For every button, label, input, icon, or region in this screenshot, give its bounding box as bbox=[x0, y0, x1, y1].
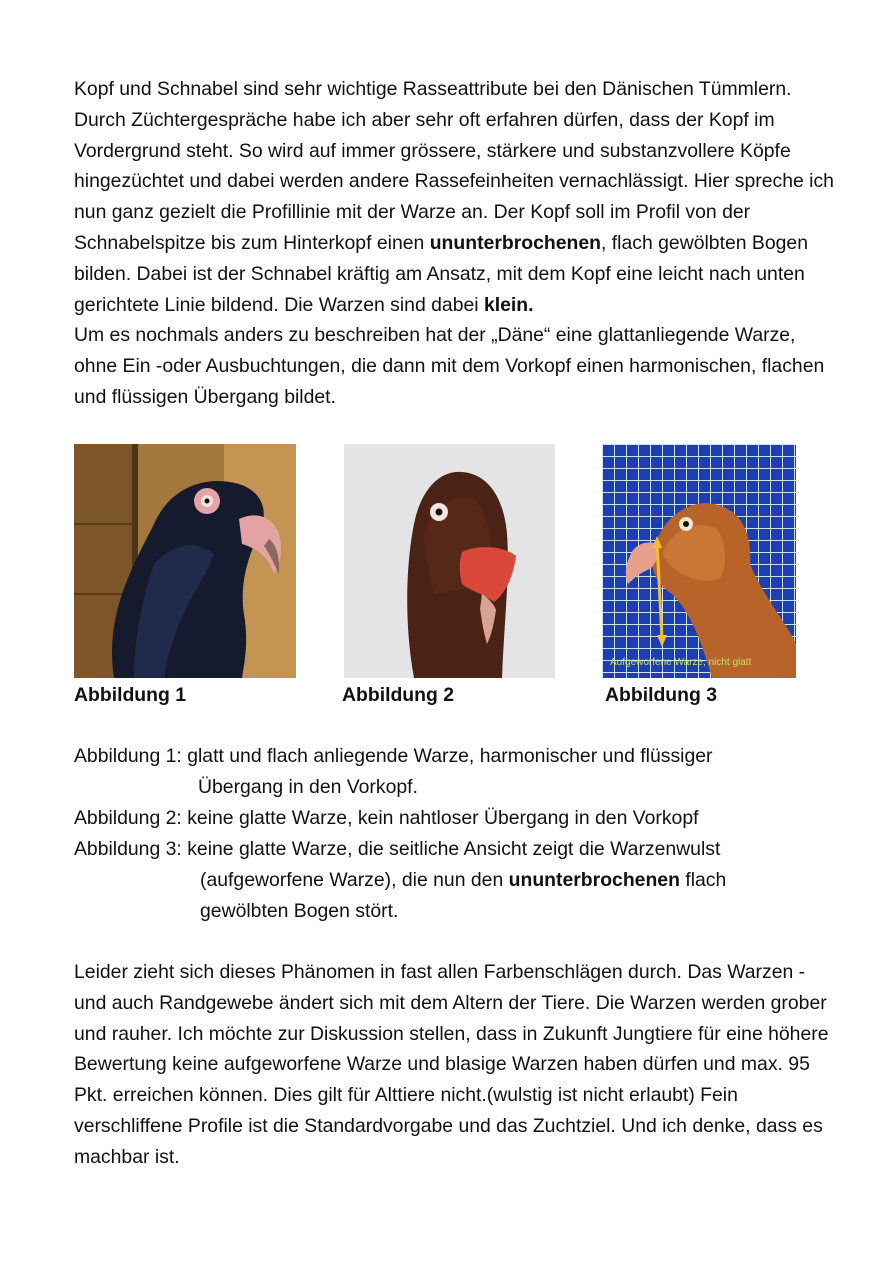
description-text-3d: gewölbten Bogen stört. bbox=[200, 900, 399, 922]
description-figure-1 bbox=[74, 741, 834, 803]
description-term-3: Abbildung 3: bbox=[74, 838, 182, 860]
description-term-1: Abbildung 1: bbox=[74, 745, 182, 767]
description-term-2: Abbildung 2: bbox=[74, 807, 182, 829]
description-text-3b: (aufgeworfene Warze), die nun den bbox=[200, 869, 509, 891]
intro-bold-2: klein. bbox=[483, 293, 534, 316]
description-text-2: keine glatte Warze, kein nahtloser Übergang in den Vorkopf bbox=[181, 807, 699, 829]
description-text-3c: flach bbox=[679, 869, 727, 891]
intro-text-2: , flach gewölbten Bogen bilden. Dabei ist der Schnabel kräftig am Ansatz, mit dem Kopf eine leicht nach unten gerichtete Linie bildend. Die Warzen sind dabei bbox=[74, 231, 808, 316]
intro-bold-1: ununterbrochenen bbox=[429, 231, 601, 254]
description-figure-3 bbox=[74, 834, 834, 927]
description-text-1a: glatt und flach anliegende Warze, harmonischer und flüssiger bbox=[181, 745, 713, 767]
closing-paragraph: Leider zieht sich dieses Phänomen in fast allen Farbenschlägen durch. Das Warzen - und auch Randgewebe ändert sich mit dem Altern der Tiere. Die Warzen werden grober und rauher. Ich möchte zur Diskussion stellen, dass in Zukunft Jungtiere für eine höhere Bewertung keine aufgeworfene Warze und blasige Warzen haben dürfen und max. 95 Pkt. erreichen können. Dies gilt für Alttiere nicht.(wulstig ist nicht erlaubt) Fein verschliffene Profile ist die Standardvorgabe und das Zuchtziel. Und ich denke, dass es machbar ist. bbox=[74, 961, 829, 1168]
figure-2-image bbox=[344, 444, 555, 678]
intro-text-3: Um es nochmals anders zu beschreiben hat der „Däne“ eine glattanliegende Warze, ohne Ein -oder Ausbuchtungen, die dann mit dem Vorkopf einen harmonischen, flachen und flüssigen Übergang bildet. bbox=[74, 324, 825, 408]
figure-3-overlay-note: Aufgeworfene Warze, nicht glatt bbox=[610, 657, 752, 668]
description-figure-2 bbox=[74, 803, 834, 834]
figure-3-image bbox=[602, 444, 796, 678]
description-text-3a: keine glatte Warze, die seitliche Ansicht zeigt die Warzenwulst bbox=[181, 838, 721, 860]
figure-1-image bbox=[74, 444, 296, 678]
figure-3-caption: Abbildung 3 bbox=[605, 684, 718, 706]
figure-2-caption: Abbildung 2 bbox=[342, 684, 455, 706]
figure-1-caption: Abbildung 1 bbox=[74, 684, 187, 706]
description-bold-3: ununterbrochenen bbox=[508, 869, 680, 891]
description-text-1b: Übergang in den Vorkopf. bbox=[198, 776, 418, 798]
intro-paragraph bbox=[74, 74, 834, 413]
intro-text-1: Kopf und Schnabel sind sehr wichtige Rasseattribute bei den Dänischen Tümmlern. Durch Züchtergespräche habe ich aber sehr oft erfahren dürfen, dass der Kopf im Vordergrund steht. So wird auf immer grössere, stärkere und substanzvollere Köpfe hingezüchtet und dabei werden andere Rassefeinheiten vernachlässigt. Hier spreche ich nun ganz gezielt die Profillinie mit der Warze an. Der Kopf soll im Profil von der Schnabelspitze bis zum Hinterkopf einen bbox=[74, 78, 834, 254]
